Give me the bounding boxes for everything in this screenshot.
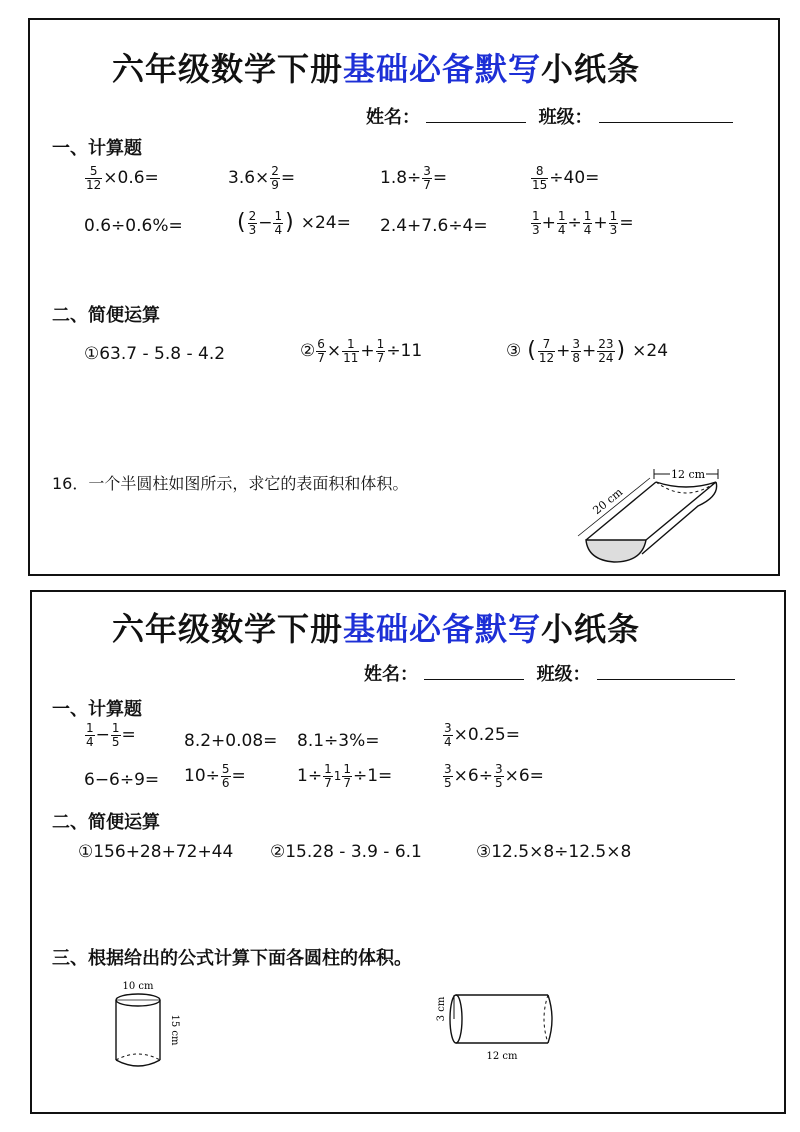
fraction: $\frac{1}{7}$ [376, 337, 385, 365]
operator: + [593, 213, 608, 234]
calc2-1-2 [184, 731, 277, 751]
sheet2-section-calc: 一、计算题 [52, 699, 142, 720]
fraction: $\frac{3}{7}$ [423, 164, 431, 192]
half-cylinder-figure [570, 462, 730, 572]
expr-text: 10÷ [184, 766, 220, 787]
title-part-tail: 小纸条 [541, 610, 641, 648]
paren-open: ( [237, 210, 246, 236]
operator: + [556, 341, 571, 362]
expr-text: ③12.5×8÷12.5×8 [476, 842, 632, 862]
name-label: 姓名： [364, 664, 418, 685]
expr-text: ÷1= [352, 766, 393, 787]
expr-text: = [619, 213, 634, 234]
fraction: $\frac{23}{24}$ [598, 337, 614, 365]
sheet1-section-simplify: 二、简便运算 [52, 305, 160, 326]
expr-text: 0.6÷0.6%= [84, 216, 183, 236]
sheet1-title [112, 44, 640, 90]
fraction: $\frac{1}{4}$ [557, 209, 566, 237]
expr-text: = [280, 168, 296, 189]
title-part-black: 六年级数学下册 [112, 610, 344, 648]
sheet2-title [112, 604, 640, 650]
expr-text: ×0.6= [103, 168, 159, 189]
circled-number: ② [300, 341, 316, 362]
fraction: $\frac{1}{5}$ [111, 721, 120, 749]
fraction: $\frac{3}{5}$ [444, 762, 452, 790]
dim-radius: 3 cm [436, 996, 447, 1022]
calc-1-2 [228, 165, 295, 191]
simplify-3 [506, 338, 668, 364]
simplify2-2 [270, 842, 422, 862]
calc-2-2 [236, 210, 351, 236]
expr-text: = [432, 168, 448, 189]
expr-text: 6−6÷9= [84, 770, 160, 790]
fraction: $\frac{1}{7}$ [324, 762, 332, 790]
fraction: $\frac{5}{6}$ [221, 762, 230, 790]
expr-text: ÷40= [549, 168, 600, 189]
operator: ÷ [567, 213, 582, 234]
expr-text: 1÷ [297, 766, 323, 787]
paren-close: ) [285, 210, 294, 236]
title-part-blue: 基础必备默写 [343, 610, 542, 648]
fraction: $\frac{5}{12}$ [86, 164, 102, 192]
expr-text: ×24 [632, 341, 669, 362]
simplify-2 [300, 338, 422, 364]
operator: + [541, 213, 556, 234]
calc2-2-2 [184, 763, 246, 789]
expr-text: 8.1÷3%= [297, 731, 380, 751]
question-16: 16．一个半圆柱如图所示，求它的表面积和体积。 [52, 474, 409, 493]
class-blank[interactable] [599, 104, 733, 123]
fraction: $\frac{2}{9}$ [271, 164, 279, 192]
operator: ×6÷ [453, 766, 493, 787]
fraction: $\frac{3}{5}$ [494, 762, 503, 790]
expr-text: ①156+28+72+44 [78, 842, 234, 862]
expr-text: ×6= [504, 766, 544, 787]
name-blank[interactable] [424, 661, 524, 680]
fraction: $\frac{1}{4}$ [86, 721, 94, 749]
name-blank[interactable] [426, 104, 526, 123]
operator: × [326, 341, 342, 362]
title-part-black: 六年级数学下册 [112, 50, 344, 88]
paren-open: ( [527, 338, 536, 364]
calc-2-4 [530, 210, 634, 236]
expr-text: ①63.7 - 5.8 - 4.2 [84, 344, 226, 364]
expr-text: 8.2+0.08= [184, 731, 278, 751]
operator: 1 [333, 769, 342, 784]
sheet2-name-row [364, 660, 735, 686]
fraction: $\frac{1}{3}$ [532, 209, 540, 237]
calc-1-3 [380, 165, 447, 191]
simplify2-3 [476, 842, 631, 862]
circled-number: ③ [506, 341, 522, 362]
fraction: $\frac{2}{3}$ [248, 209, 257, 237]
class-label: 班级： [536, 664, 591, 685]
dim-diameter: 10 cm [122, 981, 154, 992]
fraction: $\frac{1}{3}$ [609, 209, 618, 237]
dim-diameter: 12 cm [670, 468, 706, 481]
calc-2-3 [380, 216, 488, 236]
expr-text: 3.6× [228, 168, 270, 189]
simplify2-1 [78, 842, 233, 862]
paren-close: ) [616, 338, 626, 364]
class-label: 班级： [538, 107, 593, 128]
expr-text: ÷11 [386, 341, 423, 362]
horizontal-cylinder-figure [430, 985, 570, 1065]
fraction: $\frac{1}{7}$ [343, 762, 351, 790]
calc2-2-4 [442, 763, 544, 789]
expr-text: = [121, 725, 136, 746]
calc2-1-3 [297, 731, 380, 751]
vertical-cylinder-figure [100, 978, 190, 1078]
sheet1-name-row [366, 103, 733, 129]
expr-text: 2.4+7.6÷4= [380, 216, 488, 236]
fraction: $\frac{1}{11}$ [343, 337, 359, 365]
calc-1-4 [530, 165, 599, 191]
simplify-1 [84, 344, 225, 364]
dim-height: 15 cm [169, 1014, 180, 1046]
expr-text: ×0.25= [453, 725, 520, 746]
sheet1-section-calc: 一、计算题 [52, 138, 142, 159]
calc2-2-3 [297, 763, 392, 789]
name-label: 姓名： [366, 107, 420, 128]
fraction: $\frac{3}{4}$ [444, 721, 452, 749]
operator: − [258, 213, 273, 234]
dim-length: 12 cm [486, 1051, 518, 1062]
expr-text: 1.8÷ [380, 168, 422, 189]
fraction: $\frac{1}{4}$ [583, 209, 592, 237]
expr-text: ②15.28 - 3.9 - 6.1 [270, 842, 422, 862]
title-part-blue: 基础必备默写 [343, 50, 542, 88]
calc-2-1 [84, 216, 183, 236]
fraction: $\frac{3}{8}$ [572, 337, 581, 365]
sheet2-section-cylinder: 三、根据给出的公式计算下面各圆柱的体积。 [52, 948, 412, 969]
operator: + [582, 341, 597, 362]
calc2-1-4 [442, 722, 520, 748]
fraction: $\frac{7}{12}$ [538, 337, 555, 365]
fraction: $\frac{6}{7}$ [317, 337, 325, 365]
class-blank[interactable] [597, 661, 735, 680]
fraction: $\frac{8}{15}$ [532, 164, 548, 192]
expr-text: ×24= [300, 213, 351, 234]
title-part-tail: 小纸条 [541, 50, 641, 88]
fraction: $\frac{1}{4}$ [274, 209, 283, 237]
calc2-1-1 [84, 722, 136, 748]
calc-1-1 [84, 165, 159, 191]
calc2-2-1 [84, 770, 159, 790]
sheet2-section-simplify: 二、简便运算 [52, 812, 160, 833]
expr-text: = [231, 766, 246, 787]
operator: − [95, 725, 110, 746]
operator: + [360, 341, 375, 362]
dim-length: 20 cm [590, 485, 626, 518]
